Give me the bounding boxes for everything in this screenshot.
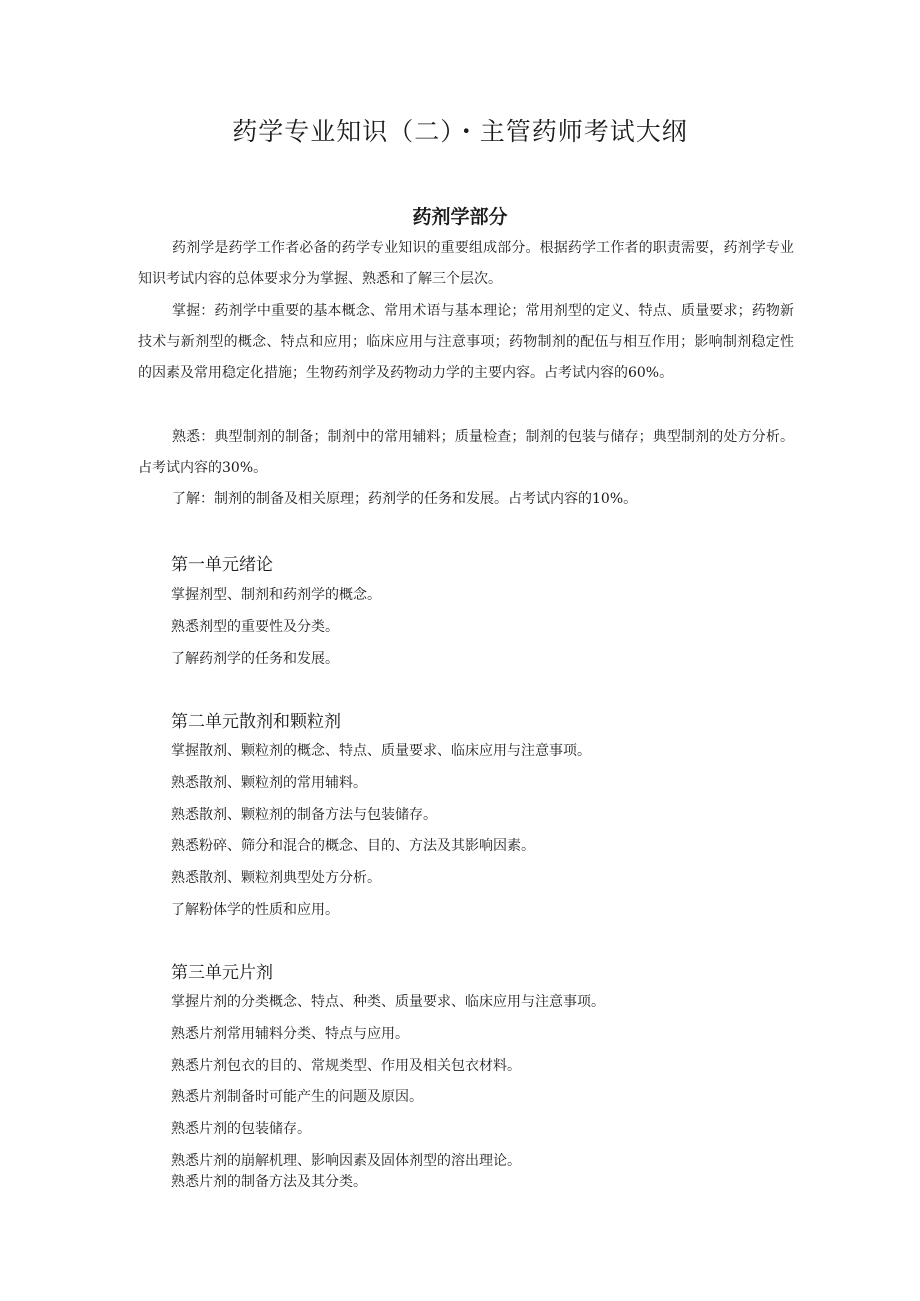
unit-3-title: 第三单元片剂	[171, 963, 273, 983]
understanding-paragraph: 了解：制剂的制备及相关原理；药剂学的任务和发展。占考试内容的10%。	[172, 491, 638, 507]
mastery-paragraph: 掌握：药剂学中重要的基本概念、常用术语与基本理论；常用剂型的定义、特点、质量要求；药物新技术与新剂型的概念、特点和应用；临床应用与注意事项；药物制剂的配伍与相互作用；影响制剂稳定性的因素及常用稳定化措施；生物药剂学及药物动力学的主要内容。占考试内容的60%。	[138, 303, 794, 381]
unit-1-title: 第一单元绪论	[171, 555, 273, 575]
unit-2-item: 了解粉体学的性质和应用。	[171, 902, 339, 918]
unit-2-item: 熟悉粉碎、筛分和混合的概念、目的、方法及其影响因素。	[171, 838, 535, 854]
unit-2-title: 第二单元散剂和颗粒剂	[171, 712, 341, 732]
unit-1-item: 掌握剂型、制剂和药剂学的概念。	[171, 587, 381, 603]
familiarity-paragraph: 熟悉：典型制剂的制备；制剂中的常用辅料；质量检查；制剂的包装与储存；典型制剂的处方分析。占考试内容的30%。	[138, 429, 794, 476]
unit-3-item: 熟悉片剂的包装储存。	[171, 1121, 311, 1137]
unit-3-item: 熟悉片剂的崩解机理、影响因素及固体剂型的溶出理论。	[171, 1153, 521, 1169]
unit-1-item: 了解药剂学的任务和发展。	[171, 651, 339, 667]
unit-1-item: 熟悉剂型的重要性及分类。	[171, 619, 339, 635]
unit-3-item: 熟悉片剂常用辅料分类、特点与应用。	[171, 1026, 409, 1042]
unit-3-item: 熟悉片剂包衣的目的、常规类型、作用及相关包衣材料。	[171, 1058, 521, 1074]
section-heading: 药剂学部分	[412, 206, 508, 228]
document-title: 药学专业知识（二）・主管药师考试大纲	[232, 117, 688, 146]
unit-2-item: 掌握散剂、颗粒剂的概念、特点、质量要求、临床应用与注意事项。	[171, 743, 591, 759]
intro-paragraph: 药剂学是药学工作者必备的药学专业知识的重要组成部分。根据药学工作者的职责需要，药剂学专业知识考试内容的总体要求分为掌握、熟悉和了解三个层次。	[138, 240, 794, 287]
unit-3-item: 熟悉片剂制备时可能产生的问题及原因。	[171, 1089, 423, 1105]
unit-3-item: 熟悉片剂的制备方法及其分类。	[171, 1174, 367, 1190]
unit-2-item: 熟悉散剂、颗粒剂典型处方分析。	[171, 870, 381, 886]
unit-3-item: 掌握片剂的分类概念、特点、种类、质量要求、临床应用与注意事项。	[171, 994, 605, 1010]
unit-2-item: 熟悉散剂、颗粒剂的常用辅料。	[171, 775, 367, 791]
unit-2-item: 熟悉散剂、颗粒剂的制备方法与包装储存。	[171, 807, 437, 823]
